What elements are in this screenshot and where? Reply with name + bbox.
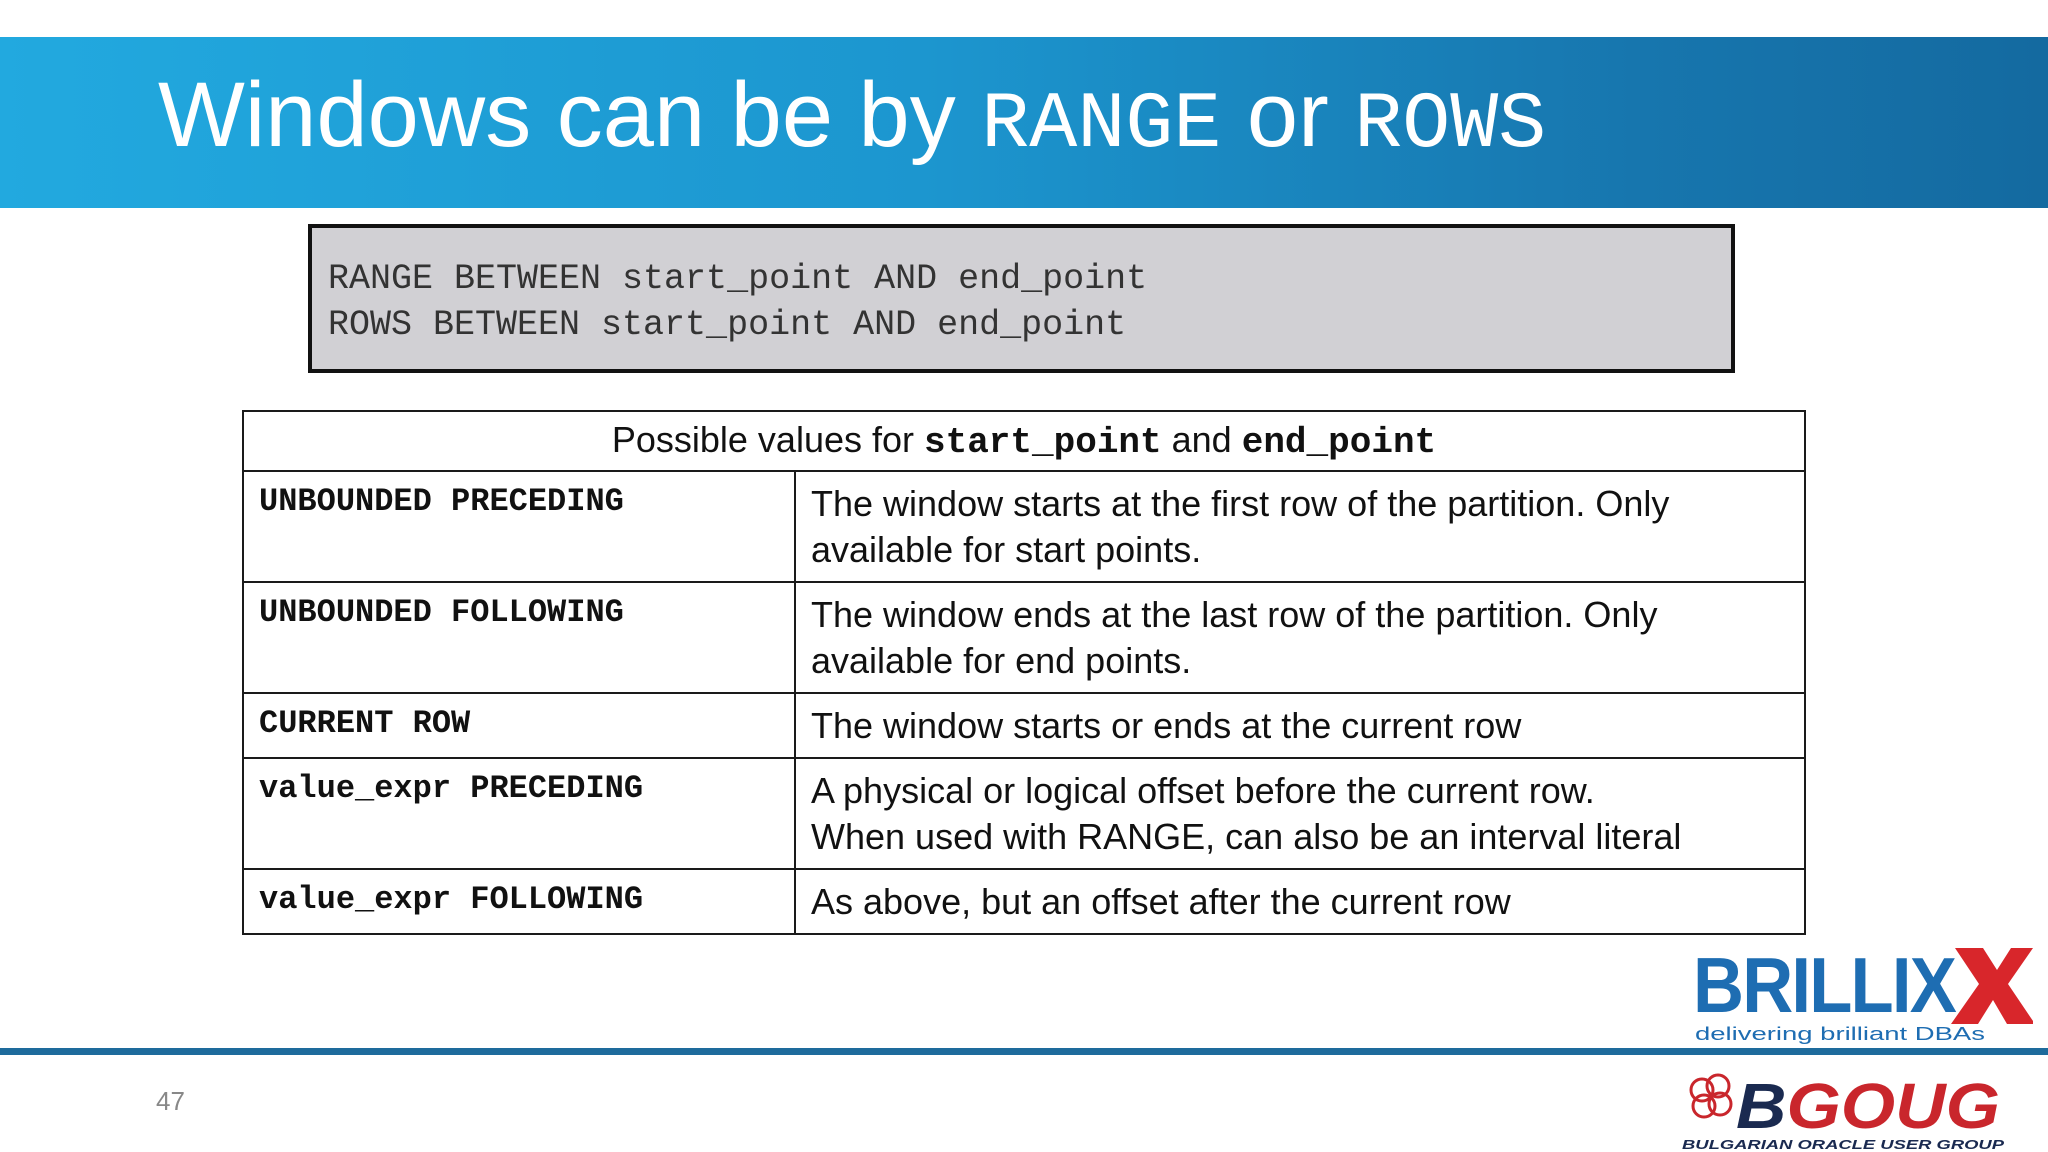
row-description: [795, 582, 1805, 693]
brillix-x-mark: [1951, 948, 2033, 1024]
brillix-logo: [1693, 940, 2033, 1050]
syntax-line-range: RANGE BETWEEN start_point AND end_point: [328, 259, 1148, 299]
brillix-tagline: delivering brilliant DBAs: [1695, 1024, 1985, 1044]
desc-line: available for start points.: [811, 529, 1202, 570]
table-row: [243, 582, 1805, 693]
desc-line: When used with RANGE, can also be an interval literal: [811, 816, 1682, 857]
brillix-wordmark: BRILLIX: [1693, 941, 1957, 1029]
row-description: [795, 471, 1805, 582]
desc-line: The window ends at the last row of the partition. Only: [811, 594, 1658, 635]
desc-line: As above, but an offset after the current row: [811, 881, 1511, 922]
syntax-code-box: [308, 224, 1735, 373]
row-key: value_expr FOLLOWING: [243, 869, 795, 934]
desc-line: A physical or logical offset before the current row.: [811, 770, 1595, 811]
slide-title: [158, 60, 1546, 181]
row-description: [795, 869, 1805, 934]
row-key: CURRENT ROW: [243, 693, 795, 758]
row-description: [795, 693, 1805, 758]
desc-line: The window starts at the first row of the partition. Only: [811, 483, 1670, 524]
bgoug-tagline: BULGARIAN ORACLE USER GROUP: [1682, 1137, 2005, 1152]
table-row: [243, 471, 1805, 582]
bgoug-wordmark-initial: B: [1736, 1070, 1783, 1142]
bgoug-wordmark-rest: GOUG: [1786, 1070, 1983, 1142]
header-term-start-point: start_point: [924, 422, 1162, 463]
title-range-keyword: RANGE: [981, 80, 1222, 171]
footer-divider: [0, 1048, 2048, 1055]
bgoug-wordmark: [1736, 1070, 2000, 1142]
table-row: [243, 869, 1805, 934]
desc-line: The window starts or ends at the current row: [811, 705, 1522, 746]
slide-number: 47: [156, 1086, 185, 1116]
title-part2: or: [1221, 64, 1355, 166]
table-row: [243, 758, 1805, 869]
table-header: [243, 411, 1805, 471]
table-row: [243, 693, 1805, 758]
row-key: UNBOUNDED FOLLOWING: [243, 582, 795, 693]
header-term-end-point: end_point: [1241, 422, 1437, 463]
desc-line: available for end points.: [811, 640, 1192, 681]
row-key: UNBOUNDED PRECEDING: [243, 471, 795, 582]
title-part1: Windows can be by: [158, 64, 982, 166]
bgoug-logo: [1680, 1066, 2010, 1152]
possible-values-table: [242, 410, 1806, 935]
header-prefix: Possible values for: [611, 419, 924, 460]
syntax-line-rows: ROWS BETWEEN start_point AND end_point: [328, 305, 1127, 345]
header-middle: and: [1161, 419, 1242, 460]
row-key: value_expr PRECEDING: [243, 758, 795, 869]
title-rows-keyword: ROWS: [1354, 80, 1547, 171]
row-description: [795, 758, 1805, 869]
table-header-row: [243, 411, 1805, 471]
bgoug-emblem-icon: [1691, 1075, 1731, 1117]
